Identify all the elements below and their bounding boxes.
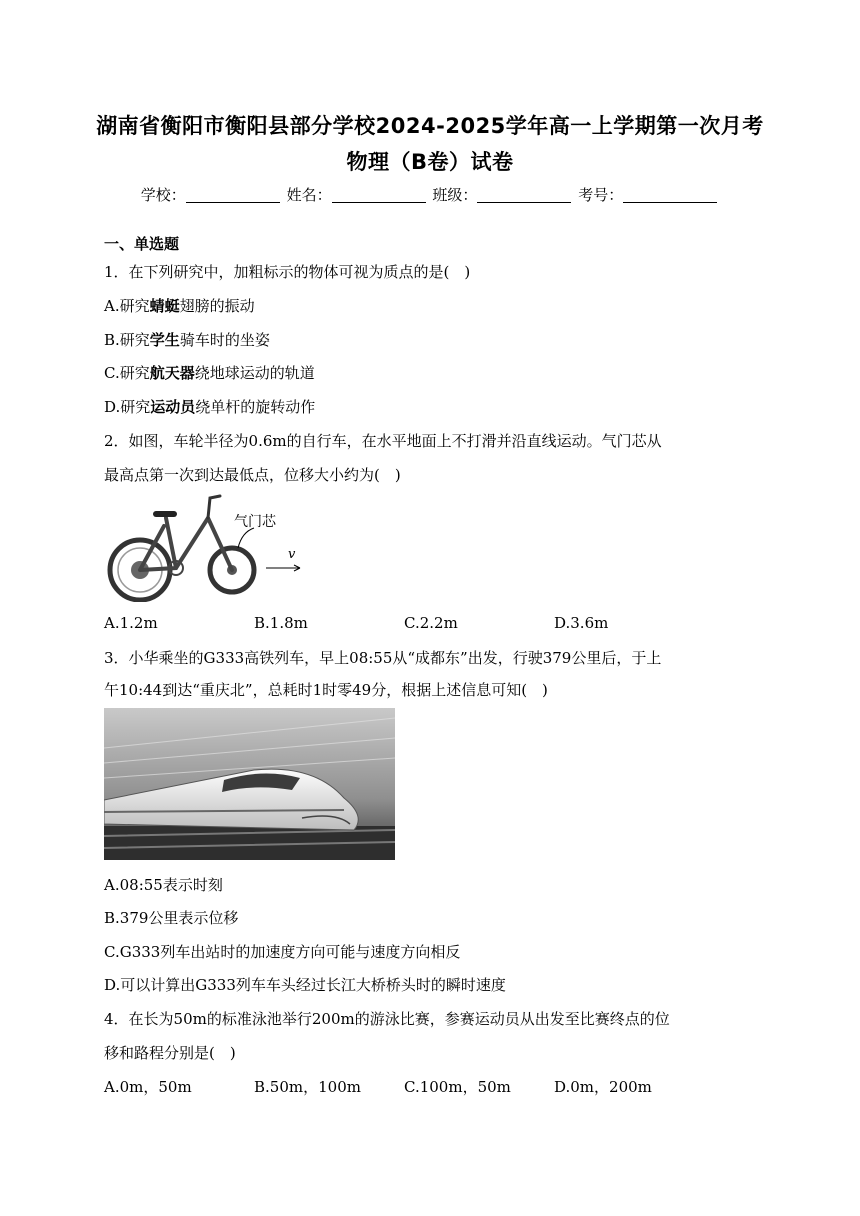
question-2-option-a: A.1.2m <box>104 614 158 632</box>
option-suffix: 翅膀的振动 <box>179 297 255 315</box>
option-suffix: 骑车时的坐姿 <box>179 331 270 349</box>
option-prefix: B.研究 <box>104 331 150 349</box>
velocity-symbol: v <box>288 547 296 562</box>
question-1-option-d <box>104 396 315 417</box>
question-4-stem-line1: 4．在长为50m的标准泳池举行200m的游泳比赛，参赛运动员从出发至比赛终点的位 <box>104 1010 670 1028</box>
student-info-row <box>0 184 860 205</box>
bicycle-figure <box>104 492 304 602</box>
question-3-option-b: B.379公里表示位移 <box>104 909 239 927</box>
option-bold-object: 蜻蜓 <box>149 297 180 315</box>
exam-number-label: 考号： <box>578 186 624 204</box>
exam-number-blank[interactable] <box>623 188 717 203</box>
question-2-stem-line2: 最高点第一次到达最低点，位移大小约为( ) <box>104 466 401 484</box>
question-2-options <box>104 614 664 634</box>
school-blank[interactable] <box>186 188 280 203</box>
exam-title-line2: 物理（B卷）试卷 <box>346 150 514 174</box>
option-prefix: A.研究 <box>104 297 150 315</box>
question-4-option-b: B.50m，100m <box>254 1078 361 1096</box>
question-2-option-d: D.3.6m <box>554 614 609 632</box>
name-label: 姓名： <box>286 186 332 204</box>
option-prefix: C.研究 <box>104 364 150 382</box>
question-1-option-a <box>104 295 255 316</box>
question-3-stem-line2: 午10:44到达“重庆北”，总耗时1时零49分，根据上述信息可知( ) <box>104 681 548 699</box>
option-bold-object: 学生 <box>149 331 180 349</box>
question-4-options <box>104 1076 664 1096</box>
school-label: 学校： <box>140 186 186 204</box>
question-4-option-a: A.0m，50m <box>104 1078 192 1096</box>
question-4-stem-line2: 移和路程分别是( ) <box>104 1044 236 1062</box>
section-heading: 一、单选题 <box>104 235 180 253</box>
question-2-option-b: B.1.8m <box>254 614 308 632</box>
question-3-option-c: C.G333列车出站时的加速度方向可能与速度方向相反 <box>104 943 461 961</box>
option-bold-object: 航天器 <box>149 364 195 382</box>
class-blank[interactable] <box>477 188 571 203</box>
option-suffix: 绕地球运动的轨道 <box>194 364 315 382</box>
high-speed-train-photo <box>104 708 395 860</box>
exam-title-line1: 湖南省衡阳市衡阳县部分学校2024-2025学年高一上学期第一次月考 <box>96 114 764 138</box>
question-2-option-c: C.2.2m <box>404 614 458 632</box>
question-3-option-d: D.可以计算出G333列车车头经过长江大桥桥头时的瞬时速度 <box>104 976 506 994</box>
question-1-option-c <box>104 362 315 383</box>
option-prefix: D.研究 <box>104 398 151 416</box>
name-blank[interactable] <box>332 188 426 203</box>
class-label: 班级： <box>432 186 478 204</box>
option-suffix: 绕单杆的旋转动作 <box>195 398 316 416</box>
option-bold-object: 运动员 <box>150 398 196 416</box>
question-4-option-c: C.100m，50m <box>404 1078 511 1096</box>
question-2-stem-line1: 2．如图，车轮半径为0.6m的自行车，在水平地面上不打滑并沿直线运动。气门芯从 <box>104 432 662 450</box>
question-1-stem: 1．在下列研究中，加粗标示的物体可视为质点的是( ) <box>104 263 471 281</box>
question-3-option-a: A.08:55表示时刻 <box>104 876 223 894</box>
question-1-option-b <box>104 329 270 350</box>
valve-core-label: 气门芯 <box>234 514 276 530</box>
question-3-stem-line1: 3．小华乘坐的G333高铁列车，早上08:55从“成都东”出发，行驶379公里后，于上 <box>104 649 662 667</box>
question-4-option-d: D.0m，200m <box>554 1078 652 1096</box>
